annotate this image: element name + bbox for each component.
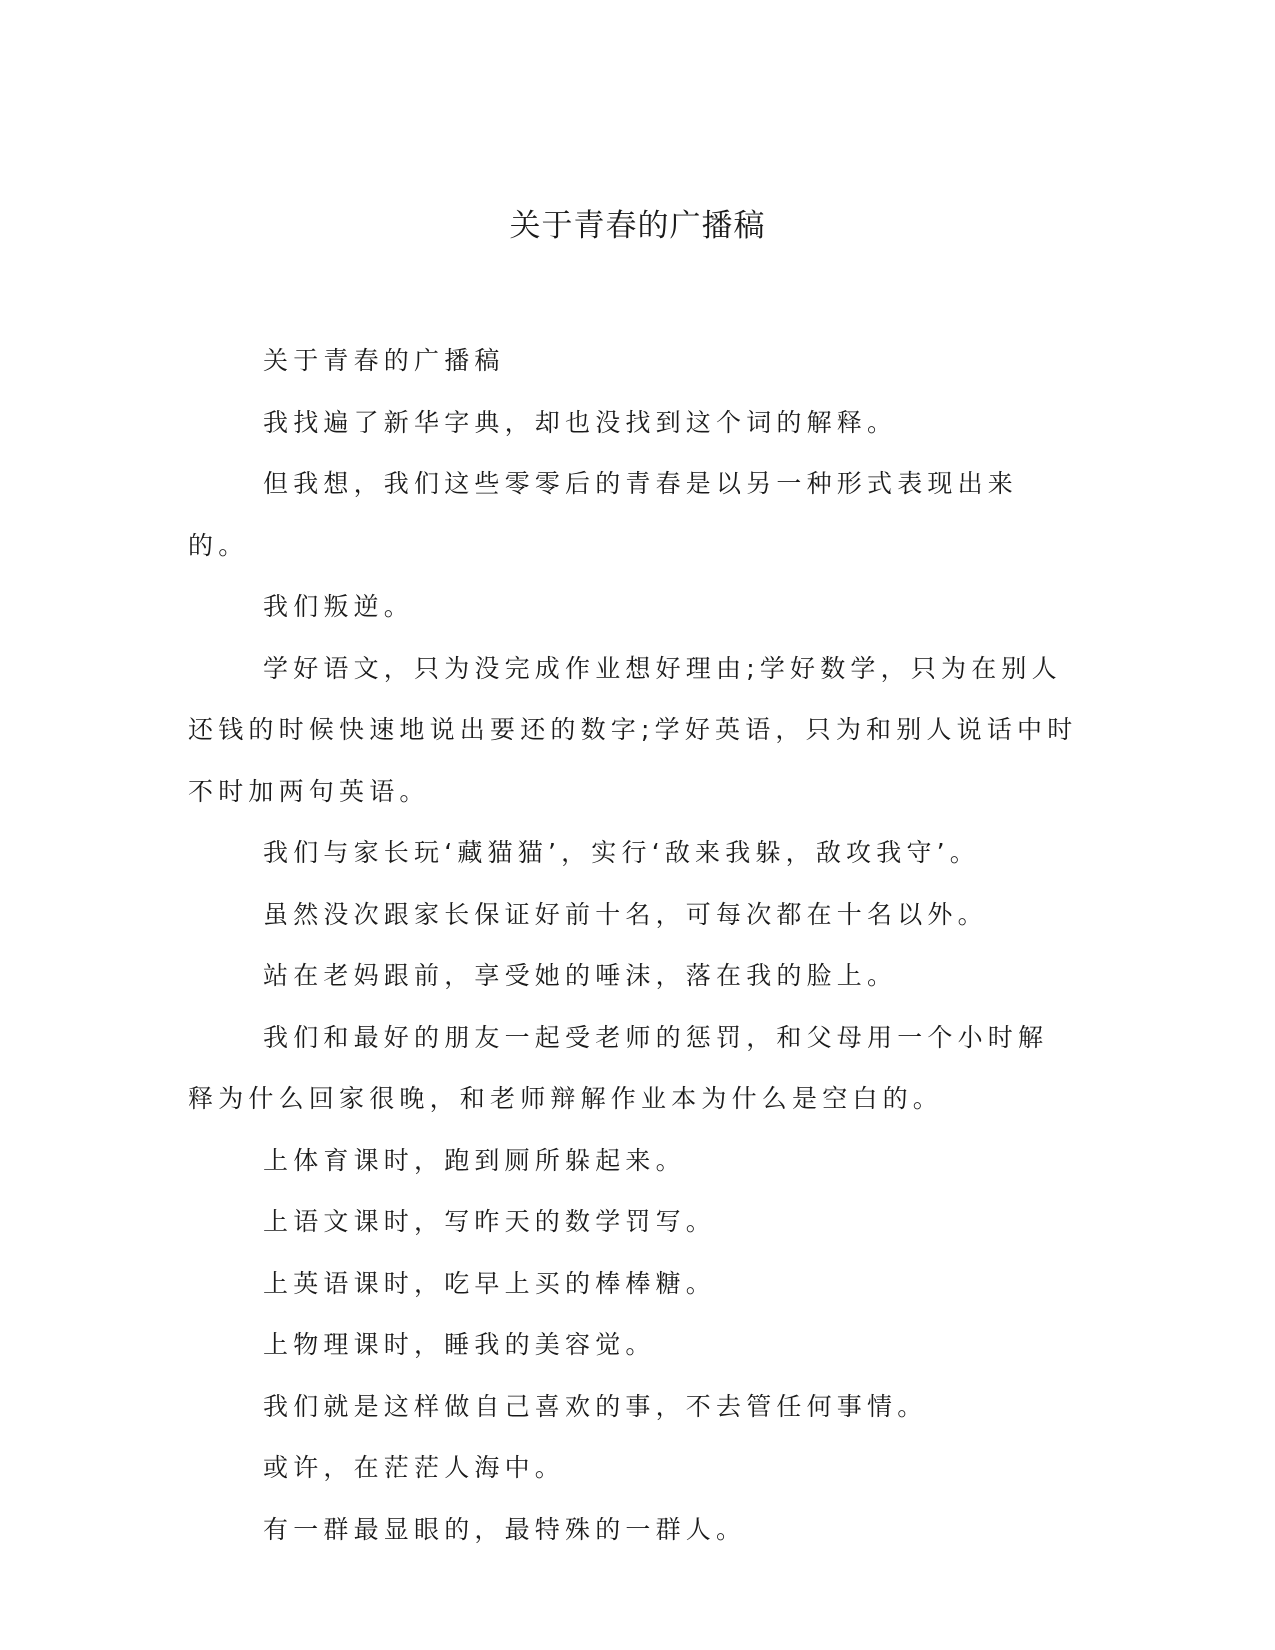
paragraph: 我们叛逆。 — [263, 592, 415, 621]
paragraph: 上英语课时，吃早上买的棒棒糖。 — [263, 1268, 717, 1298]
paragraph: 站在老妈跟前，享受她的唾沫，落在我的脸上。 — [263, 961, 898, 990]
paragraph: 我们就是这样做自己喜欢的事，不去管任何事情。 — [263, 1391, 928, 1421]
paragraph: 上语文课时，写昨天的数学罚写。 — [263, 1207, 717, 1236]
document-body — [188, 330, 1078, 1560]
paragraph: 有一群最显眼的，最特殊的一群人。 — [263, 1514, 747, 1544]
paragraph: 或许，在茫茫人海中。 — [263, 1453, 566, 1482]
document-title: 关于青春的广播稿 — [509, 208, 766, 244]
paragraph: 虽然没次跟家长保证好前十名，可每次都在十名以外。 — [263, 899, 988, 929]
paragraph: 关于青春的广播稿 — [263, 346, 505, 375]
paragraph: 我们与家长玩‘藏猫猫’，实行‘敌来我躲，敌攻我守’。 — [263, 838, 980, 867]
paragraph: 我找遍了新华字典，却也没找到这个词的解释。 — [263, 407, 898, 437]
paragraph: 但我想，我们这些零零后的青春是以另一种形式表现出来的。 — [188, 469, 1019, 560]
paragraph: 学好语文，只为没完成作业想好理由;学好数学，只为在别人还钱的时候快速地说出要还的数字;学好英语，只为和别人说话中时不时加两句英语。 — [188, 653, 1078, 806]
paragraph: 我们和最好的朋友一起受老师的惩罚，和父母用一个小时解释为什么回家很晚，和老师辩解作业本为什么是空白的。 — [188, 1022, 1049, 1113]
paragraph: 上体育课时，跑到厕所躲起来。 — [263, 1145, 686, 1175]
paragraph: 上物理课时，睡我的美容觉。 — [263, 1330, 656, 1359]
